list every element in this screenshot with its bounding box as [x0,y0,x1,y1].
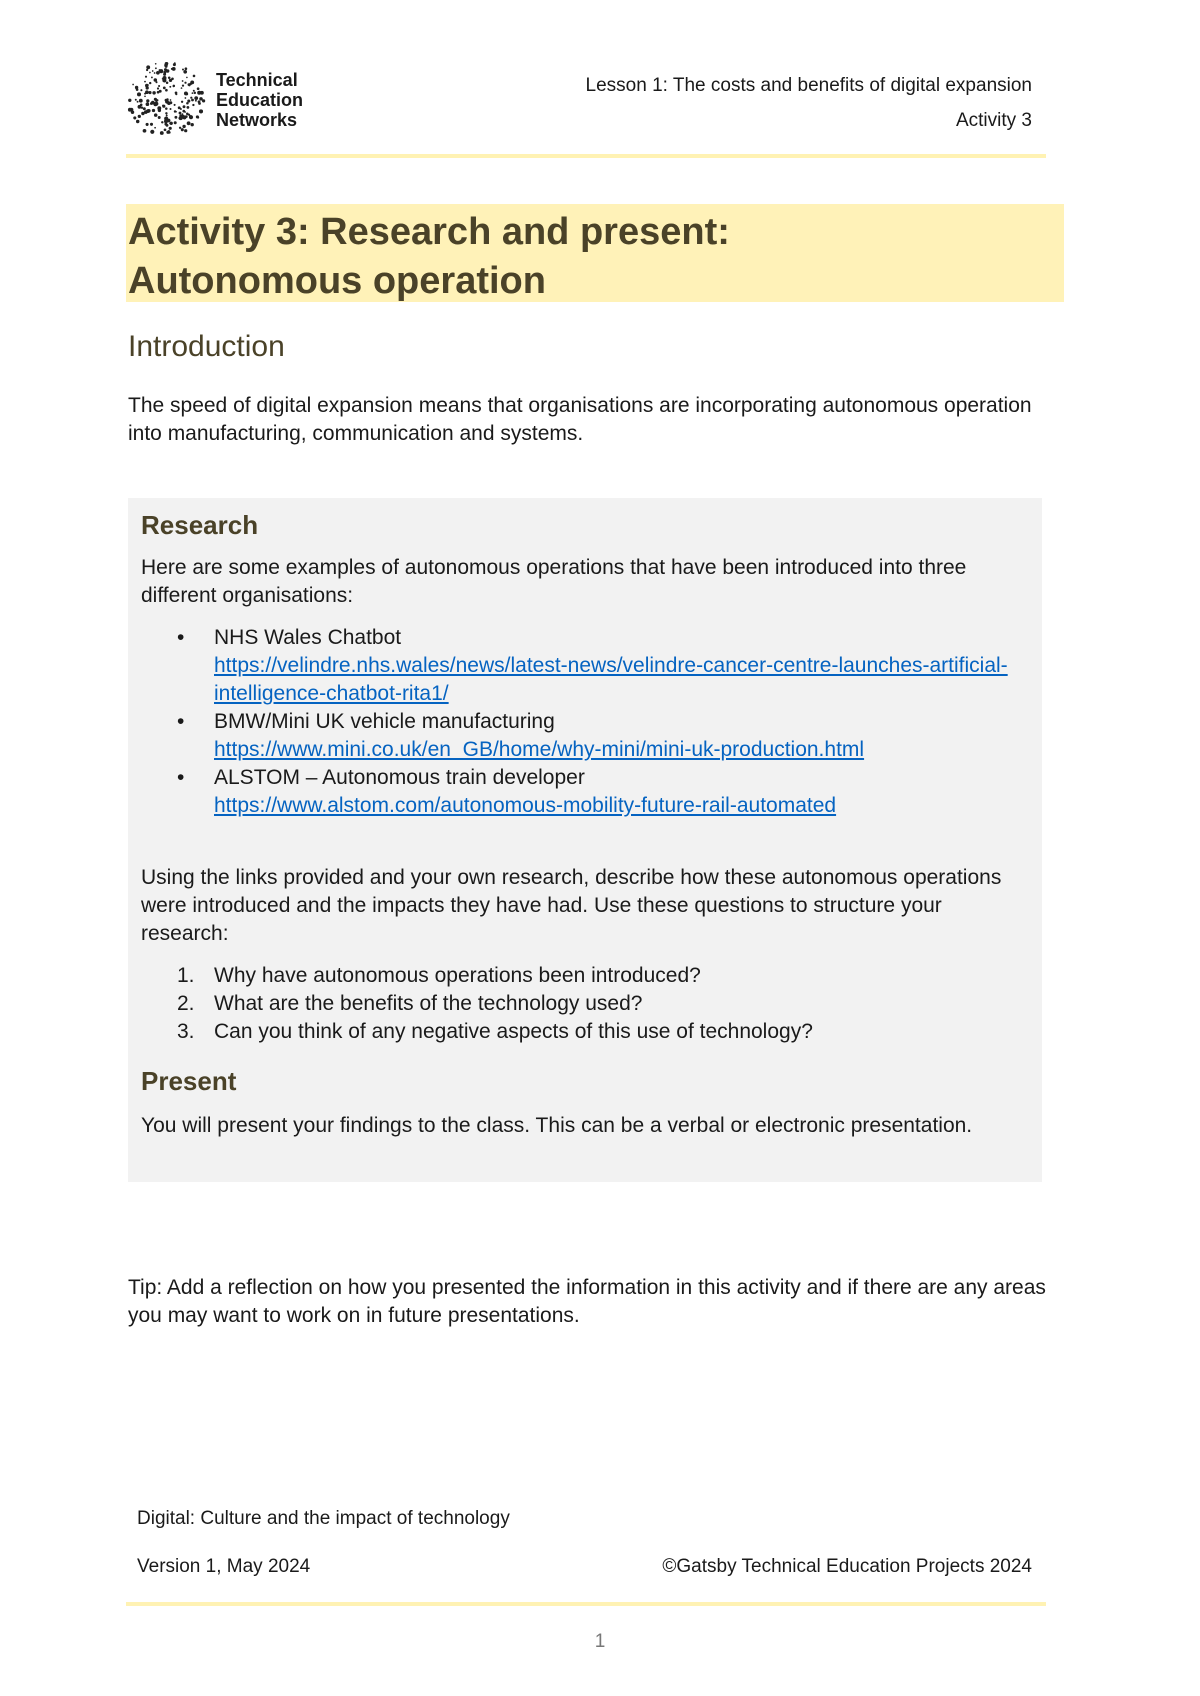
logo [126,60,326,142]
examples-list [141,624,1031,820]
example-name: BMW/Mini UK vehicle manufacturing [214,710,555,733]
research-box [128,498,1042,1182]
example-name: NHS Wales Chatbot [214,626,402,649]
questions-list [141,962,1031,1046]
list-item [141,708,1031,764]
title-band [126,204,1064,302]
research-instruction: Using the links provided and your own research, describe how these autonomous operations were introduced and the impacts they have had. Use these questions to structure your research: [141,866,1002,945]
title-line-1: Activity 3: Research and present: [128,211,730,253]
logo-text [216,70,326,130]
footer-version: Version 1, May 2024 [137,1556,311,1577]
lesson-title: Lesson 1: The costs and benefits of digital expansion [585,75,1032,96]
question-text: Why have autonomous operations been introduced? [214,964,701,987]
list-item [141,624,1031,708]
header-info [586,68,1032,138]
research-lead: Here are some examples of autonomous operations that have been introduced into three different organisations: [141,556,967,607]
list-item [141,764,1031,820]
example-link-nhs[interactable]: https://velindre.nhs.wales/news/latest-news/velindre-cancer-centre-launches-artificial-intelligence-chatbot-rita1/ [214,654,1008,705]
list-item: 2. What are the benefits of the technology used? [177,992,643,1015]
tip-text: Tip: Add a reflection on how you presented the information in this activity and if there are any areas you may want to work on in future presentations. [128,1276,1046,1327]
introduction-text: The speed of digital expansion means that organisations are incorporating autonomous operation into manufacturing, communication and systems. [128,394,1032,445]
title-line-2: Autonomous operation [128,260,546,302]
logo-line-3: Networks [216,110,298,130]
page-title [126,204,1064,306]
list-item: 3. Can you think of any negative aspects of this use of technology? [177,1020,813,1043]
present-heading: Present [141,1066,237,1096]
example-name: ALSTOM – Autonomous train developer [214,766,585,789]
introduction-heading: Introduction [128,330,285,363]
header-rule [126,154,1046,158]
footer-rule [126,1602,1046,1606]
bullet-icon: • [177,710,185,733]
research-heading: Research [141,510,259,540]
footer-course: Digital: Culture and the impact of technology [137,1508,510,1529]
bullet-icon: • [177,626,185,649]
question-text: Can you think of any negative aspects of this use of technology? [214,1020,813,1043]
page-number: 1 [594,1631,606,1652]
footer-copyright: ©Gatsby Technical Education Projects 2024 [662,1556,1032,1577]
logo-line-2: Education [216,90,304,110]
logo-line-1: Technical [216,70,298,90]
list-item: 1. Why have autonomous operations been introduced? [177,964,701,987]
present-text: You will present your findings to the class. This can be a verbal or electronic presentation. [141,1114,973,1137]
question-text: What are the benefits of the technology used? [214,992,643,1015]
example-link-mini[interactable]: https://www.mini.co.uk/en_GB/home/why-mini/mini-uk-production.html [214,738,865,761]
example-link-alstom[interactable]: https://www.alstom.com/autonomous-mobility-future-rail-automated [214,794,837,817]
activity-label: Activity 3 [955,110,1032,131]
bullet-icon: • [177,766,185,789]
logo-dots-icon [126,60,206,140]
